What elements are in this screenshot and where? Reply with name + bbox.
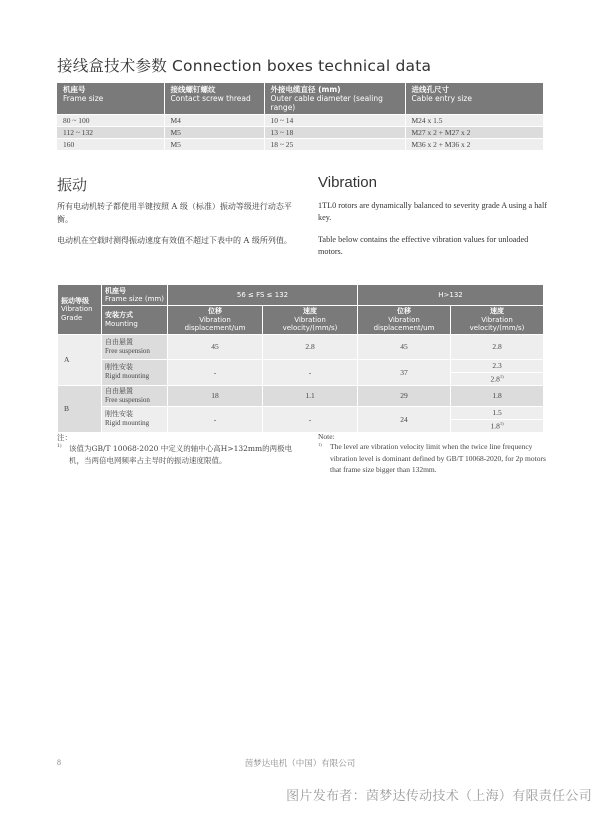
- header-cable-entry: 进线孔尺寸 Cable entry size: [405, 83, 543, 115]
- table-cell: 10 ~ 14: [264, 115, 405, 127]
- note-label-en: Note:: [318, 432, 335, 441]
- table-cell: 37: [358, 359, 451, 385]
- footnote-mark: 1): [57, 444, 62, 449]
- header-displacement-2: 位移 Vibration displacement/um: [358, 306, 451, 335]
- table-cell: 1.1: [263, 385, 358, 406]
- header-displacement-1: 位移 Vibration displacement/um: [168, 306, 263, 335]
- table-cell: -: [263, 406, 358, 432]
- table-cell: 1.8: [451, 385, 544, 406]
- vibration-paragraph-zh-1: 所有电动机转子都使用半键按照 A 级（标准）振动等级进行动态平衡。: [57, 202, 292, 224]
- page-number: 8: [57, 758, 61, 767]
- page-title: 接线盒技术参数 Connection boxes technical data: [57, 57, 432, 75]
- header-mounting: 安装方式 Mounting: [102, 306, 168, 335]
- table-row: [57, 115, 543, 127]
- table-cell: M27 x 2 + M27 x 2: [405, 127, 543, 139]
- table-cell: M36 x 2 + M36 x 2: [405, 139, 543, 151]
- header-velocity-1: 速度 Vibration velocity/(mm/s): [263, 306, 358, 335]
- mounting-free-b: 自由悬置 Free suspension: [102, 385, 168, 406]
- table-cell: 2.8: [263, 334, 358, 359]
- table-cell: -: [168, 406, 263, 432]
- table-cell: 2.8: [451, 334, 544, 359]
- table-cell: M5: [164, 139, 264, 151]
- header-range-56-132: 56 ≤ FS ≤ 132: [168, 285, 358, 306]
- table-cell: 13 ~ 18: [264, 127, 405, 139]
- vibration-paragraph-en-2: Table below contains the effective vibration values for unloaded motors.: [318, 235, 529, 256]
- note-en: [318, 432, 548, 476]
- table-cell: 1.5: [451, 406, 544, 419]
- header-vibration-grade: 振动等级 Vibration Grade: [58, 285, 102, 335]
- table-row: [57, 127, 543, 139]
- table-cell: -: [263, 359, 358, 385]
- table-cell: 80 ~ 100: [57, 115, 164, 127]
- table-row: [58, 385, 544, 406]
- table-cell: 18: [168, 385, 263, 406]
- table-row: [57, 139, 543, 151]
- vibration-heading-zh: 振动: [57, 176, 88, 194]
- table-header-row: [57, 83, 543, 115]
- company-name: 茵梦达电机（中国）有限公司: [244, 759, 356, 769]
- footnote-mark: 1): [318, 442, 322, 447]
- table-cell: M24 x 1.5: [405, 115, 543, 127]
- vibration-table: [57, 284, 544, 433]
- note-text-en: 1) The level are vibration velocity limit when the twice line frequency vibration level is dominant defined by GB/T 10068-2020, for 2p motors that frame size bigger than 132mm.: [318, 441, 548, 476]
- connection-box-table: [57, 83, 544, 150]
- table-row: [58, 359, 544, 372]
- footnote-mark: 1): [499, 373, 504, 379]
- table-cell: 24: [358, 406, 451, 432]
- header-frame-size: 机座号 Frame size: [57, 83, 164, 115]
- table-cell: 29: [358, 385, 451, 406]
- footnote-mark: 1): [499, 420, 504, 426]
- header-velocity-2: 速度 Vibration velocity/(mm/s): [451, 306, 544, 335]
- table-cell: 2.3: [451, 359, 544, 372]
- header-cable-diameter: 外接电缆直径 (mm) Outer cable diameter (sealing range): [264, 83, 405, 115]
- table-cell: 160: [57, 139, 164, 151]
- table-row: [58, 334, 544, 359]
- note-zh: [57, 432, 307, 466]
- vibration-paragraph-zh-2: 电动机在空载时测得振动速度有效值不超过下表中的 A 级所列值。: [57, 236, 292, 245]
- vibration-heading-en: Vibration: [318, 174, 377, 191]
- header-range-h132: H>132: [358, 285, 544, 306]
- table-cell: -: [168, 359, 263, 385]
- table-cell: M4: [164, 115, 264, 127]
- grade-b-cell: B: [58, 385, 102, 432]
- vibration-paragraph-en-1: 1TL0 rotors are dynamically balanced to severity grade A using a half key.: [318, 201, 547, 222]
- table-cell: M5: [164, 127, 264, 139]
- mounting-free-a: 自由悬置 Free suspension: [102, 334, 168, 359]
- table-cell: 1.8$^{1)}$: [451, 419, 544, 432]
- mounting-rigid-b: 刚性安装 Rigid mounting: [102, 406, 168, 432]
- table-cell: 2.8$^{1)}$: [451, 372, 544, 385]
- grade-a-cell: A: [58, 334, 102, 385]
- mounting-rigid-a: 刚性安装 Rigid mounting: [102, 359, 168, 385]
- table-cell: 45: [168, 334, 263, 359]
- table-cell: 18 ~ 25: [264, 139, 405, 151]
- publisher-watermark: 图片发布者：茵梦达传动技术（上海）有限责任公司: [286, 789, 592, 804]
- note-label-zh: 注：: [57, 433, 72, 442]
- table-cell: 112 ~ 132: [57, 127, 164, 139]
- table-cell: 45: [358, 334, 451, 359]
- note-text-zh: 1) 该值为GB/T 10068-2020 中定义的轴中心高H>132mm的两极电机，当两倍电网频率占主导时的振动速度限值。: [57, 443, 307, 466]
- header-contact-screw: 接线螺钉螺纹 Contact screw thread: [164, 83, 264, 115]
- header-frame-size-mm: 机座号 Frame size (mm): [102, 285, 168, 306]
- table-row: [58, 406, 544, 419]
